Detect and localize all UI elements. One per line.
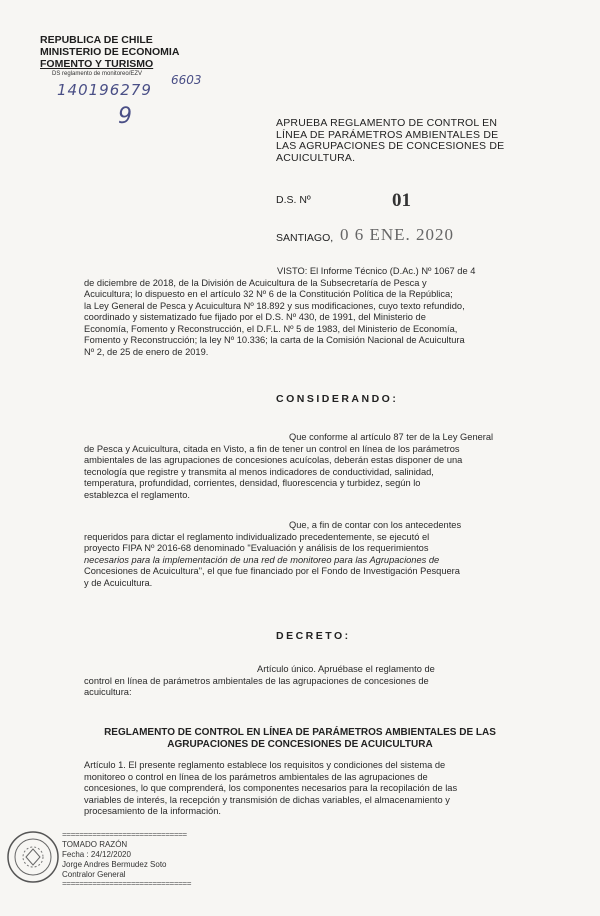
contraloria-seal xyxy=(6,830,60,889)
considerando-paragraph-2 xyxy=(84,520,516,589)
toma-razon-role: Contralor General xyxy=(62,870,126,879)
paragraph-line: Concesiones de Acuicultura", el que fue financiado por el Fondo de Investigación Pesquera xyxy=(84,566,460,576)
decreto-line: acuicultura: xyxy=(84,687,132,697)
visto-line: VISTO: El Informe Técnico (D.Ac.) Nº 1067 de 4 xyxy=(277,266,476,276)
paragraph-line: establezca el reglamento. xyxy=(84,489,190,500)
reference-code: DS reglamento de monitoreo/EZV xyxy=(52,71,143,77)
separator: ============================== xyxy=(62,880,192,889)
handwritten-number: 6603 xyxy=(171,73,202,87)
toma-razon-date: Fecha : 24/12/2020 xyxy=(62,850,131,859)
paragraph-line: requeridos para dictar el reglamento individualizado precedentemente, se ejecutó el xyxy=(84,531,430,542)
letterhead-line3: FOMENTO Y TURISMO xyxy=(40,58,154,70)
considerando-heading: CONSIDERANDO: xyxy=(276,393,399,405)
ds-label: D.S. Nº xyxy=(276,194,311,206)
visto-line: coordinado y sistematizado fue fijado por el D.S. Nº 430, de 1991, del Ministerio de xyxy=(84,312,426,322)
reglamento-title-line: REGLAMENTO DE CONTROL EN LÍNEA DE PARÁMETROS AMBIENTALES DE LAS xyxy=(104,727,496,738)
visto-line: Nº 2, de 25 de enero de 2019. xyxy=(84,346,209,357)
toma-razon-title: TOMADO RAZÓN xyxy=(62,840,128,849)
title-line: LÍNEA DE PARÁMETROS AMBIENTALES DE xyxy=(276,128,499,141)
handwritten-mark: 9 xyxy=(118,104,132,129)
handwritten-code: 140196279 xyxy=(57,81,152,99)
letterhead xyxy=(40,34,179,70)
articulo-1 xyxy=(84,760,516,818)
visto-line: la Ley General de Pesca y Acuicultura Nº 18.892 y sus modificaciones, cuyo texto refundido, xyxy=(84,300,465,311)
decreto-heading: DECRETO: xyxy=(276,630,351,642)
letterhead-line1: REPUBLICA DE CHILE xyxy=(40,34,153,46)
ds-number: 01 xyxy=(392,190,411,211)
visto-section xyxy=(84,266,516,358)
date-stamp: 0 6 ENE. 2020 xyxy=(340,225,455,244)
reglamento-title-line: AGRUPACIONES DE CONCESIONES DE ACUICULTURA xyxy=(167,739,433,750)
visto-line: Economía, Fomento y Reconstrucción, el D.F.L. Nº 5 de 1983, del Ministerio de Economía, xyxy=(84,323,458,334)
decreto-body xyxy=(84,664,516,699)
articulo-line: concesiones, lo que comprenderá, los componentes necesarios para la recopilación de las xyxy=(84,783,458,793)
decreto-line: Artículo único. Apruébase el reglamento de xyxy=(257,664,435,674)
visto-line: Fomento y Reconstrucción; la ley Nº 10.336; la carta de la Comisión Nacional de Acuicultura xyxy=(84,335,465,345)
visto-line: Acuicultura; lo dispuesto en el artículo 32 Nº 6 de la Constitución Política de la República; xyxy=(84,289,453,299)
articulo-line: variables de interés, la recepción y transmisión de dichas variables, el almacenamiento y xyxy=(84,794,450,805)
articulo-line: monitoreo o control en línea de los parámetros ambientales de las agrupaciones de xyxy=(84,771,428,782)
title-line: LAS AGRUPACIONES DE CONCESIONES DE xyxy=(276,140,505,152)
date-label: SANTIAGO, xyxy=(276,232,334,244)
decree-title xyxy=(276,118,576,164)
articulo-line: procesamiento de la información. xyxy=(84,806,221,816)
paragraph-line: y de Acuicultura. xyxy=(84,577,153,588)
articulo-line: Artículo 1. El presente reglamento establece los requisitos y condiciones del sistema de xyxy=(84,760,446,770)
separator: ============================= xyxy=(62,831,187,840)
title-line: ACUICULTURA. xyxy=(276,151,356,164)
paragraph-line: proyecto FIPA Nº 2016-68 denominado "Evaluación y análisis de los requerimientos xyxy=(84,543,429,553)
toma-razon-block xyxy=(62,831,191,889)
decreto-line: control en línea de parámetros ambientales de las agrupaciones de concesiones de xyxy=(84,675,429,686)
reglamento-title xyxy=(70,727,530,751)
paragraph-line: ambientales de las agrupaciones de concesiones acuícolas, deberán estas disponer de una xyxy=(84,455,463,465)
visto-line: de diciembre de 2018, de la División de Acuicultura de la Subsecretaría de Pesca y xyxy=(84,277,427,288)
letterhead-line2: MINISTERIO DE ECONOMIA xyxy=(40,46,180,58)
title-line: APRUEBA REGLAMENTO DE CONTROL EN xyxy=(276,117,498,129)
paragraph-line: Que, a fin de contar con los antecedentes xyxy=(289,520,462,530)
considerando-paragraph-1 xyxy=(84,432,516,501)
toma-razon-name: Jorge Andres Bermudez Soto xyxy=(62,860,167,869)
paragraph-line: necesarios para la implementación de una red de monitoreo para las Agrupaciones de xyxy=(84,554,440,565)
paragraph-line: tecnología que registre y transmita al menos indicadores de conductividad, salinidad, xyxy=(84,466,434,477)
paragraph-line: Que conforme al artículo 87 ter de la Ley General xyxy=(289,432,494,442)
paragraph-line: de Pesca y Acuicultura, citada en Visto, a fin de tener un control en línea de los parámetros xyxy=(84,443,460,454)
paragraph-line: temperatura, profundidad, corrientes, densidad, fluorescencia y turbidez, según lo xyxy=(84,478,421,488)
